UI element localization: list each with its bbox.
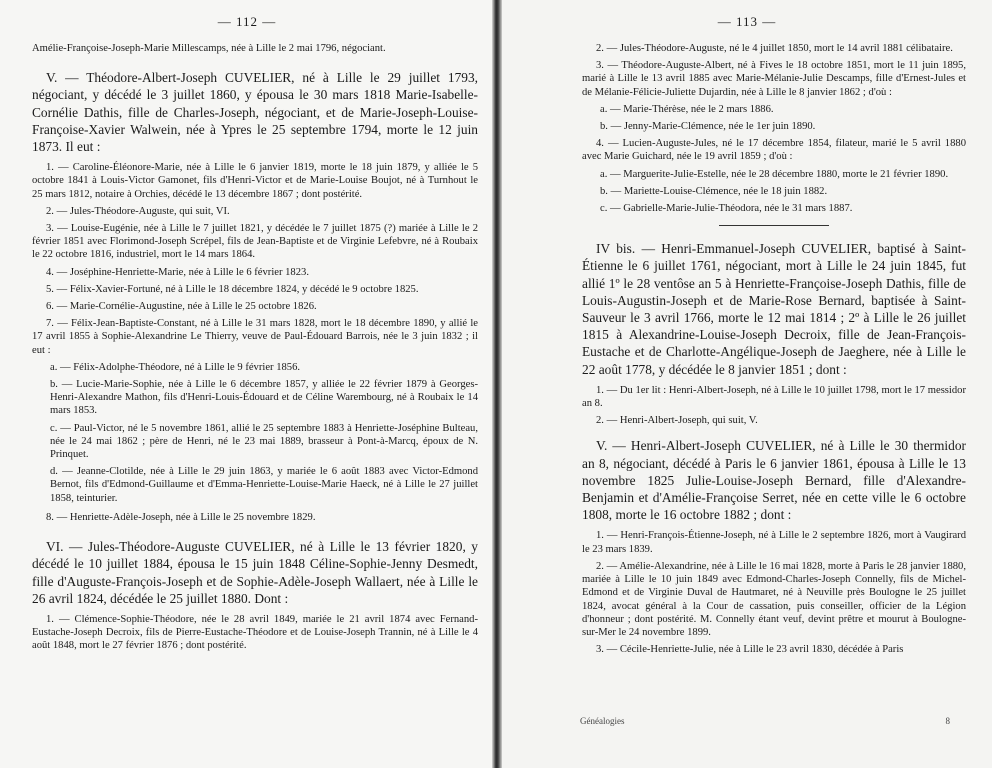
grandchild-entry: a. — Marie-Thérèse, née le 2 mars 1886. bbox=[600, 103, 774, 115]
page-number: — 112 — bbox=[217, 14, 277, 29]
left-page bbox=[0, 0, 494, 768]
generation-heading: V. — Théodore-Albert-Joseph CUVELIER, né à Lille le 29 juillet 1793, négociant, y décédé le 3 juillet 1860, y épousa le 30 mars 1818 Marie-Isabelle-Cornélie Dathis, fille de Charles-Joseph, négociant, et de Marie-Joseph-Louise-Françoise-Xavier Walwein, née à Ypres le 25 septembre 1794, morte le 12 juin 1873. Il eut : bbox=[32, 70, 478, 155]
child-entry: 2. — Jules-Théodore-Auguste, qui suit, VI. bbox=[46, 205, 230, 217]
child-entry: 7. — Félix-Jean-Baptiste-Constant, né à Lille le 31 mars 1828, mort le 18 décembre 1890, y allié le 17 avril 1855 à Sophie-Alexandrine Le Thierry, veuve de Paul-Édouard Barrois, née le 3 juin 1832 ; il eut : bbox=[32, 318, 478, 356]
child-entry: 1. — Du 1er lit : Henri-Albert-Joseph, né à Lille le 10 juillet 1798, mort le 17 messidor an 8. bbox=[582, 384, 966, 410]
grandchild-entry: b. — Mariette-Louise-Clémence, née le 18 juin 1882. bbox=[600, 185, 828, 197]
child-entry: 1. — Clémence-Sophie-Théodore, née le 28 avril 1849, mariée le 21 avril 1874 avec Fernand-Eustache-Joseph Decroix, fils de Pierre-Eustache-Théodore et de Louise-Joseph Trannin, né à Lille le 4 août 1848, mort le 27 février 1876 ; dont postérité. bbox=[32, 613, 478, 652]
child-entry: 3. — Théodore-Auguste-Albert, né à Fives le 18 octobre 1851, mort le 11 juin 1895, marié à Lille le 13 avril 1885 avec Marie-Mélanie-Julie Descamps, fille d'Ernest-Jules et de Mélanie-Félicie-Juliette Dujardin, née à Lille le 8 janvier 1862 ; d'où : bbox=[582, 60, 966, 98]
child-entry: 2. — Henri-Albert-Joseph, qui suit, V. bbox=[596, 415, 758, 427]
generation-heading: V. — Henri-Albert-Joseph CUVELIER, né à Lille le 30 thermidor an 8, négociant, décédé à Paris le 6 janvier 1861, épousa à Lille le 13 novembre 1825 Julie-Louise-Joseph Bernard, fille d'Alexandre-Benjamin et d'Amélie-Françoise Serret, née en cette ville le 6 octobre 1808, morte le 16 octobre 1882 ; dont : bbox=[582, 438, 966, 523]
child-entry: 4. — Lucien-Auguste-Jules, né le 17 décembre 1854, filateur, marié le 5 avril 1880 avec Marie Guichard, née le 19 avril 1859 ; d'où : bbox=[582, 138, 966, 163]
page-number: — 113 — bbox=[717, 14, 777, 29]
footer-sheet-number: 8 bbox=[945, 716, 950, 726]
child-entry: 6. — Marie-Cornélie-Augustine, née à Lille le 25 octobre 1826. bbox=[46, 301, 317, 313]
grandchild-entry: c. — Paul-Victor, né le 5 novembre 1861, allié le 25 septembre 1883 à Henriette-Joséphine Bulteau, née le 24 mai 1862 ; père de Henri, né le 23 mai 1889, brasseur à Pont-à-Marcq, époux de N. Prinquet. bbox=[50, 422, 478, 461]
child-entry: 2. — Jules-Théodore-Auguste, né le 4 juillet 1850, mort le 14 avril 1881 célibataire. bbox=[596, 43, 953, 54]
grandchild-entry: b. — Jenny-Marie-Clémence, née le 1er juin 1890. bbox=[600, 121, 816, 133]
child-entry: 8. — Henriette-Adèle-Joseph, née à Lille le 25 novembre 1829. bbox=[46, 511, 316, 523]
generation-heading: IV bis. — Henri-Emmanuel-Joseph CUVELIER, baptisé à Saint-Étienne le 6 juillet 1761, négociant, mort à Lille le 24 juin 1845, fut allié 1º le 28 ventôse an 5 à Henriette-Françoise-Joseph Dathis, fille de Louis-Augustin-Joseph et de Marie-Rose Bernard, baptisée à Saint-Sauveur le 3 avril 1766, morte le 12 mai 1814 ; 2º à Lille le 26 juillet 1815 à Alexandrine-Louise-Joseph Decroix, fille de Jean-François-Eustache et de Charlotte-Angélique-Joseph de Jaeghere, née à Lille le 22 août 1778, y décédée le 8 janvier 1851 ; dont : bbox=[582, 241, 966, 377]
right-page bbox=[502, 0, 992, 768]
grandchild-entry: c. — Gabrielle-Marie-Julie-Théodora, née le 31 mars 1887. bbox=[600, 203, 853, 215]
book-gutter bbox=[492, 0, 502, 768]
section-divider bbox=[719, 225, 829, 226]
grandchild-entry: b. — Lucie-Marie-Sophie, née à Lille le 6 décembre 1857, y alliée le 22 février 1879 à Georges-Henri-Alexandre Mathon, fils d'Henri-Louis-Édouard et de Céline Warembourg, né à Roubaix le 14 mars 1853. bbox=[50, 379, 478, 417]
child-entry: 1. — Henri-François-Étienne-Joseph, né à Lille le 2 septembre 1826, mort à Vaugirard le 23 mars 1839. bbox=[582, 530, 966, 555]
child-entry: 3. — Louise-Eugénie, née à Lille le 7 juillet 1821, y décédée le 7 juillet 1875 (?) mariée à Lille le 2 février 1851 avec Florimond-Joseph Scrépel, fils de Jean-Baptiste et de Virginie Lefebvre, né à Roubaix le 22 octobre 1816, industriel, mort le 14 mars 1864. bbox=[32, 223, 478, 261]
right-text-column bbox=[582, 42, 966, 656]
footer-signature: Généalogies bbox=[580, 716, 625, 726]
grandchild-entry: d. — Jeanne-Clotilde, née à Lille le 29 juin 1863, y mariée le 6 août 1883 avec Victor-Edmond Bernot, fils d'Edmond-Guillaume et d'Emma-Henriette-Louise-Marie Haeck, né à Lille le 27 juillet 1858, teinturier. bbox=[50, 466, 478, 504]
page-footer bbox=[580, 716, 950, 726]
child-entry: 4. — Joséphine-Henriette-Marie, née à Lille le 6 février 1823. bbox=[46, 266, 309, 278]
left-text-column bbox=[32, 42, 478, 653]
grandchild-entry: a. — Félix-Adolphe-Théodore, né à Lille le 9 février 1856. bbox=[50, 361, 301, 373]
paragraph: Amélie-Françoise-Joseph-Marie Millescamps, née à Lille le 2 mai 1796, négociant. bbox=[32, 43, 386, 54]
child-entry: 5. — Félix-Xavier-Fortuné, né à Lille le 18 décembre 1824, y décédé le 9 octobre 1825. bbox=[46, 283, 419, 295]
child-entry: 3. — Cécile-Henriette-Julie, née à Lille le 23 avril 1830, décédée à Paris bbox=[596, 644, 904, 656]
grandchild-entry: a. — Marguerite-Julie-Estelle, née le 28 décembre 1880, morte le 21 février 1890. bbox=[600, 168, 949, 180]
child-entry: 1. — Caroline-Éléonore-Marie, née à Lille le 6 janvier 1819, morte le 18 juin 1879, y alliée le 5 octobre 1841 à Louis-Victor Gamonet, fils d'Henri-Victor et de Marie-Louise Boujot, né à Turnhout le 25 mars 1812, notaire à Orchies, décédé le 13 décembre 1867 ; dont postérité. bbox=[32, 162, 478, 200]
generation-heading: VI. — Jules-Théodore-Auguste CUVELIER, né à Lille le 13 février 1820, y décédé le 10 juillet 1884, épousa le 15 juin 1848 Céline-Sophie-Jenny Desmedt, fille d'Auguste-François-Joseph et de Sophie-Adèle-Joseph Wallaert, née à Lille le 26 avril 1824, décédée le 25 juillet 1880. Dont : bbox=[32, 539, 478, 606]
child-entry: 2. — Amélie-Alexandrine, née à Lille le 16 mai 1828, morte à Paris le 28 janvier 1880, mariée à Lille le 10 juin 1849 avec Edmond-Charles-Joseph Connelly, fils de Michel-Edmond et de Virginie Duval de Hautmaret, né à Neuville près Boulogne le 25 juillet 1824, avocat général à la Cour de cassation, puis conseiller, officier de la Légion d'honneur ; dont postérité. M. Connelly étant veuf, devint prêtre et mourut à Boulogne-sur-Mer le 24 novembre 1899. bbox=[582, 560, 966, 638]
